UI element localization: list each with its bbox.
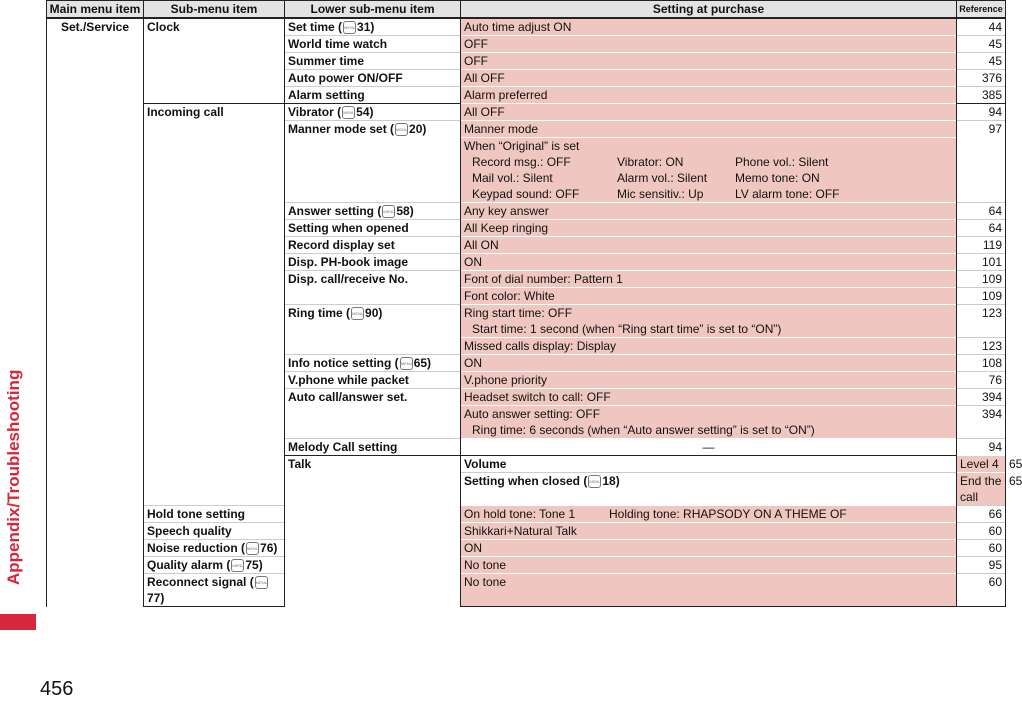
reference-page: 97 <box>957 121 1006 203</box>
setting-value: All OFF <box>461 104 957 121</box>
lower-item-name: Auto call/answer set. <box>285 389 461 439</box>
lower-item-name: Volume <box>461 456 957 473</box>
header-lower-sub-menu: Lower sub-menu item <box>285 1 461 19</box>
setting-value: All ON <box>461 237 957 254</box>
lower-item-name: Noise reduction <box>147 541 238 555</box>
reference-page: 376 <box>957 70 1006 87</box>
reference-page: 109 <box>957 271 1006 288</box>
lower-item-name: Speech quality <box>144 523 285 540</box>
original-value: Vibrator: ON <box>617 155 684 169</box>
table-row <box>47 506 1006 523</box>
original-settings <box>461 138 957 203</box>
setting-value: Shikkari+Natural Talk <box>461 523 957 540</box>
menu-icon: MENU <box>255 576 268 589</box>
settings-table <box>46 0 1022 607</box>
page-ref: 20) <box>409 122 427 136</box>
original-value: Memo tone: ON <box>735 171 820 185</box>
setting-value <box>461 406 957 439</box>
reference-page: 64 <box>957 220 1006 237</box>
setting-line: Ring start time: OFF <box>464 306 573 320</box>
lower-item-name: Auto power ON/OFF <box>285 70 461 87</box>
setting-value: Headset switch to call: OFF <box>461 389 957 406</box>
menu-icon: MENU <box>382 205 395 218</box>
header-setting: Setting at purchase <box>461 1 957 19</box>
original-value: Phone vol.: Silent <box>735 155 829 169</box>
setting-value: ON <box>461 254 957 271</box>
table-row: Set./Service Clock Set time ( MENU31) Auto time adjust ON 44 <box>47 18 1006 36</box>
original-value: Alarm vol.: Silent <box>617 171 708 185</box>
setting-value: Font color: White <box>461 288 957 305</box>
lower-item-name: Hold tone setting <box>144 506 285 523</box>
table-row: Setting when closed ( MENU18) End the call 65 <box>47 473 1006 506</box>
header-reference: Reference <box>957 1 1006 19</box>
reference-page: 385 <box>957 87 1006 104</box>
reference-page: 95 <box>957 557 1006 574</box>
page-ref: 76) <box>260 541 278 555</box>
menu-icon: MENU <box>246 542 259 555</box>
original-value: Record msg.: OFF <box>472 155 571 169</box>
table-row: Reconnect signal ( MENU77) No tone 60 <box>47 574 1006 607</box>
setting-value: All Keep ringing <box>461 220 957 237</box>
reference-page: 45 <box>957 53 1006 70</box>
sub-menu-clock: Clock <box>147 20 180 34</box>
setting-value: Auto time adjust ON <box>461 18 957 36</box>
table-row: Ring time ( MENU90) Ring start time: OFF Start time: 1 second (when “Ring start time” is set to “ON”) 123 <box>47 305 1006 338</box>
setting-value: Any key answer <box>461 203 957 220</box>
page-ref: 65) <box>413 356 432 370</box>
reference-page: 101 <box>957 254 1006 271</box>
main-menu-item: Set./Service <box>47 18 144 607</box>
lower-item-name: Melody Call setting <box>285 439 461 456</box>
menu-icon: MENU <box>588 475 601 488</box>
lower-item-name: Alarm setting <box>285 87 461 104</box>
setting-value <box>461 305 957 338</box>
section-label: Appendix/Troubleshooting <box>4 369 23 585</box>
lower-item-name: Setting when closed <box>464 474 581 488</box>
setting-value: OFF <box>461 53 957 70</box>
reference-page: 123 <box>957 338 1006 355</box>
setting-value: End the call <box>957 473 1006 506</box>
original-title: When “Original” is set <box>464 139 580 153</box>
setting-value: Font of dial number: Pattern 1 <box>461 271 957 288</box>
lower-item-name: Record display set <box>285 237 461 254</box>
table-row <box>47 523 1006 540</box>
reference-page: 60 <box>957 540 1006 557</box>
sub-menu-talk: Talk <box>288 457 312 471</box>
original-value: Mail vol.: Silent <box>472 171 553 185</box>
lower-item-name: Disp. call/receive No. <box>285 271 461 305</box>
lower-item-name: Summer time <box>285 53 461 70</box>
setting-value: No tone <box>461 574 957 607</box>
reference-page: 60 <box>957 574 1006 607</box>
reference-page: 64 <box>957 203 1006 220</box>
page-ref: 18) <box>602 474 620 488</box>
original-value: LV alarm tone: OFF <box>735 187 840 201</box>
lower-item-name: Disp. PH-book image <box>285 254 461 271</box>
table-row: Quality alarm ( MENU75) No tone 95 <box>47 557 1006 574</box>
lower-item-name: Info notice setting <box>288 356 392 370</box>
setting-line: Start time: 1 second (when “Ring start time” is set to “ON”) <box>472 322 782 336</box>
lower-item-name: Manner mode set <box>288 122 387 136</box>
lower-item-name: Reconnect signal <box>147 575 247 589</box>
setting-part: Holding tone: RHAPSODY ON A THEME OF <box>609 507 847 521</box>
setting-value: Missed calls display: Display <box>461 338 957 355</box>
menu-icon: MENU <box>231 559 244 572</box>
lower-item-name: Ring time <box>288 306 343 320</box>
page-ref: 77) <box>147 591 165 605</box>
lower-item-name: Set time <box>288 20 335 34</box>
original-value: Keypad sound: OFF <box>472 187 580 201</box>
table-row: Manner mode set ( MENU20) Manner mode 97 <box>47 121 1006 138</box>
menu-icon: MENU <box>351 307 364 320</box>
menu-icon: MENU <box>342 106 355 119</box>
reference-page: 119 <box>957 237 1006 254</box>
side-tab <box>0 0 36 698</box>
setting-part: On hold tone: Tone 1 <box>464 507 576 521</box>
setting-value: V.phone priority <box>461 372 957 389</box>
lower-item-name: V.phone while packet <box>285 372 461 389</box>
reference-page: 94 <box>957 439 1006 456</box>
setting-value: ON <box>461 355 957 372</box>
table-row: Talk Volume Level 4 65 <box>47 456 1006 473</box>
page-ref: 90) <box>365 306 383 320</box>
reference-page: 76 <box>957 372 1006 389</box>
reference-page: 66 <box>957 506 1006 523</box>
setting-value <box>461 506 957 523</box>
page-ref: 75) <box>245 558 263 572</box>
lower-item-name: Setting when opened <box>285 220 461 237</box>
setting-value: No tone <box>461 557 957 574</box>
page-ref: 58) <box>396 204 414 218</box>
reference-page: 109 <box>957 288 1006 305</box>
header-row <box>47 1 1006 19</box>
setting-line: Auto answer setting: OFF <box>464 407 601 421</box>
setting-value: Manner mode <box>461 121 957 138</box>
setting-value: Alarm preferred <box>461 87 957 104</box>
setting-value: OFF <box>461 36 957 53</box>
page-ref: 31) <box>357 20 375 34</box>
setting-value: All OFF <box>461 70 957 87</box>
section-marker <box>0 614 36 630</box>
menu-icon: MENU <box>400 357 413 370</box>
page-ref: 54) <box>356 105 374 119</box>
reference-page: 45 <box>957 36 1006 53</box>
reference-page: 108 <box>957 355 1006 372</box>
setting-line: Ring time: 6 seconds (when “Auto answer setting” is set to “ON”) <box>472 423 815 437</box>
setting-value: — <box>461 439 957 456</box>
setting-value: ON <box>461 540 957 557</box>
reference-page: 394 <box>957 406 1006 439</box>
table-row: Incoming call Vibrator ( MENU54) All OFF 94 <box>47 104 1006 121</box>
setting-value: Level 4 <box>957 456 1006 473</box>
table-row: Answer setting ( MENU58) Any key answer 64 <box>47 203 1006 220</box>
table-row: Noise reduction ( MENU76) ON 60 <box>47 540 1006 557</box>
table-row: Info notice setting ( MENU65) ON 108 <box>47 355 1006 372</box>
reference-page: 394 <box>957 389 1006 406</box>
page-number: 456 <box>40 678 74 700</box>
lower-item-name: World time watch <box>285 36 461 53</box>
lower-item-name: Answer setting <box>288 204 375 218</box>
reference-page: 44 <box>957 18 1006 36</box>
original-value: Mic sensitiv.: Up <box>617 187 704 201</box>
reference-page: 123 <box>957 305 1006 338</box>
menu-icon: MENU <box>343 21 356 34</box>
lower-item-name: Quality alarm <box>147 558 224 572</box>
sub-menu-incoming-call: Incoming call <box>147 105 224 119</box>
header-main-menu: Main menu item <box>47 1 144 19</box>
menu-icon: MENU <box>395 123 408 136</box>
reference-page: 94 <box>957 104 1006 121</box>
lower-item-name: Vibrator <box>288 105 334 119</box>
header-sub-menu: Sub-menu item <box>144 1 285 19</box>
reference-page: 60 <box>957 523 1006 540</box>
